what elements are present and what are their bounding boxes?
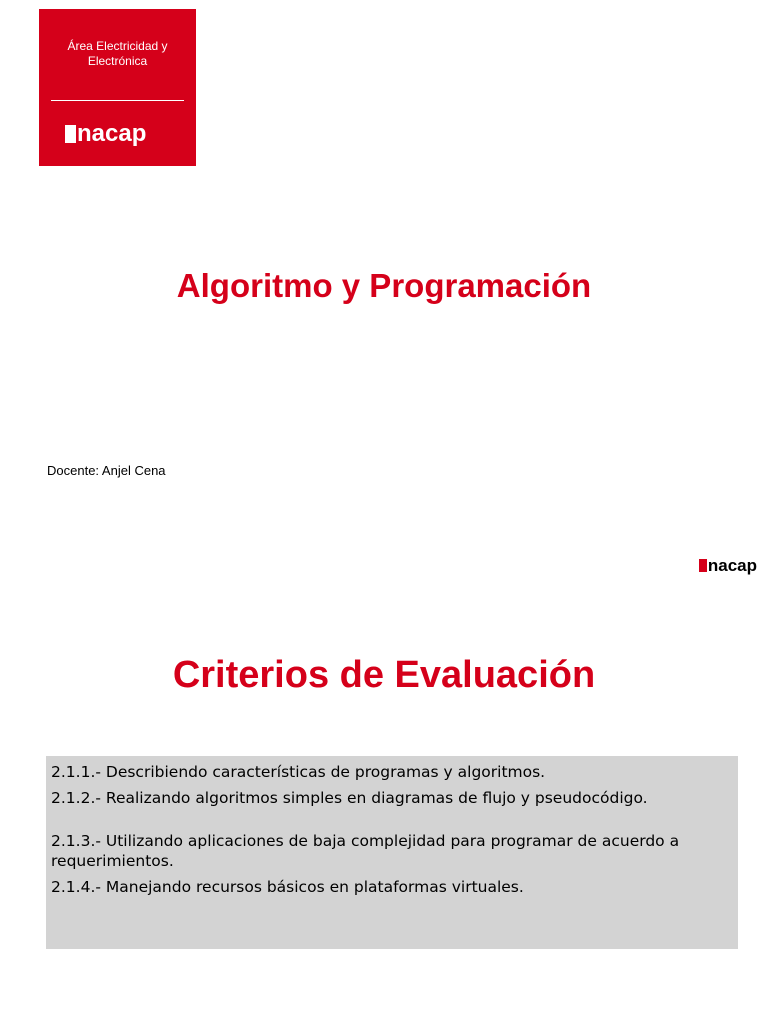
inacap-logo (65, 122, 146, 146)
slide-title: Algoritmo y Programación (176, 267, 592, 304)
criteria-item: 2.1.4.- Manejando recursos básicos en plataformas virtuales. (51, 878, 524, 896)
criteria-item: 2.1.3.- Utilizando aplicaciones de baja complejidad para programar de acuerdo a requerimientos. (51, 832, 680, 870)
inacap-logo-mark-icon (65, 125, 76, 143)
area-name (39, 39, 196, 69)
criteria-item: 2.1.2.- Realizando algoritmos simples en diagramas de flujo y pseudocódigo. (51, 789, 648, 807)
area-badge (39, 9, 196, 166)
instructor-name: Docente: Anjel Cena (47, 463, 166, 478)
criteria-slide (0, 548, 768, 1024)
inacap-corner-logo (699, 557, 757, 574)
inacap-logo-text: nacap (707, 556, 757, 575)
inacap-logo-text: nacap (77, 120, 147, 147)
inacap-logo-mark-icon (699, 559, 707, 572)
criteria-item: 2.1.1.- Describiendo características de programas y algoritmos. (51, 763, 546, 781)
criteria-list (46, 756, 738, 949)
criteria-title: Criterios de Evaluación (172, 654, 596, 696)
area-name-line-2: Electrónica (87, 54, 148, 68)
badge-divider (51, 100, 184, 101)
area-name-line-1: Área Electricidad y (67, 39, 168, 53)
